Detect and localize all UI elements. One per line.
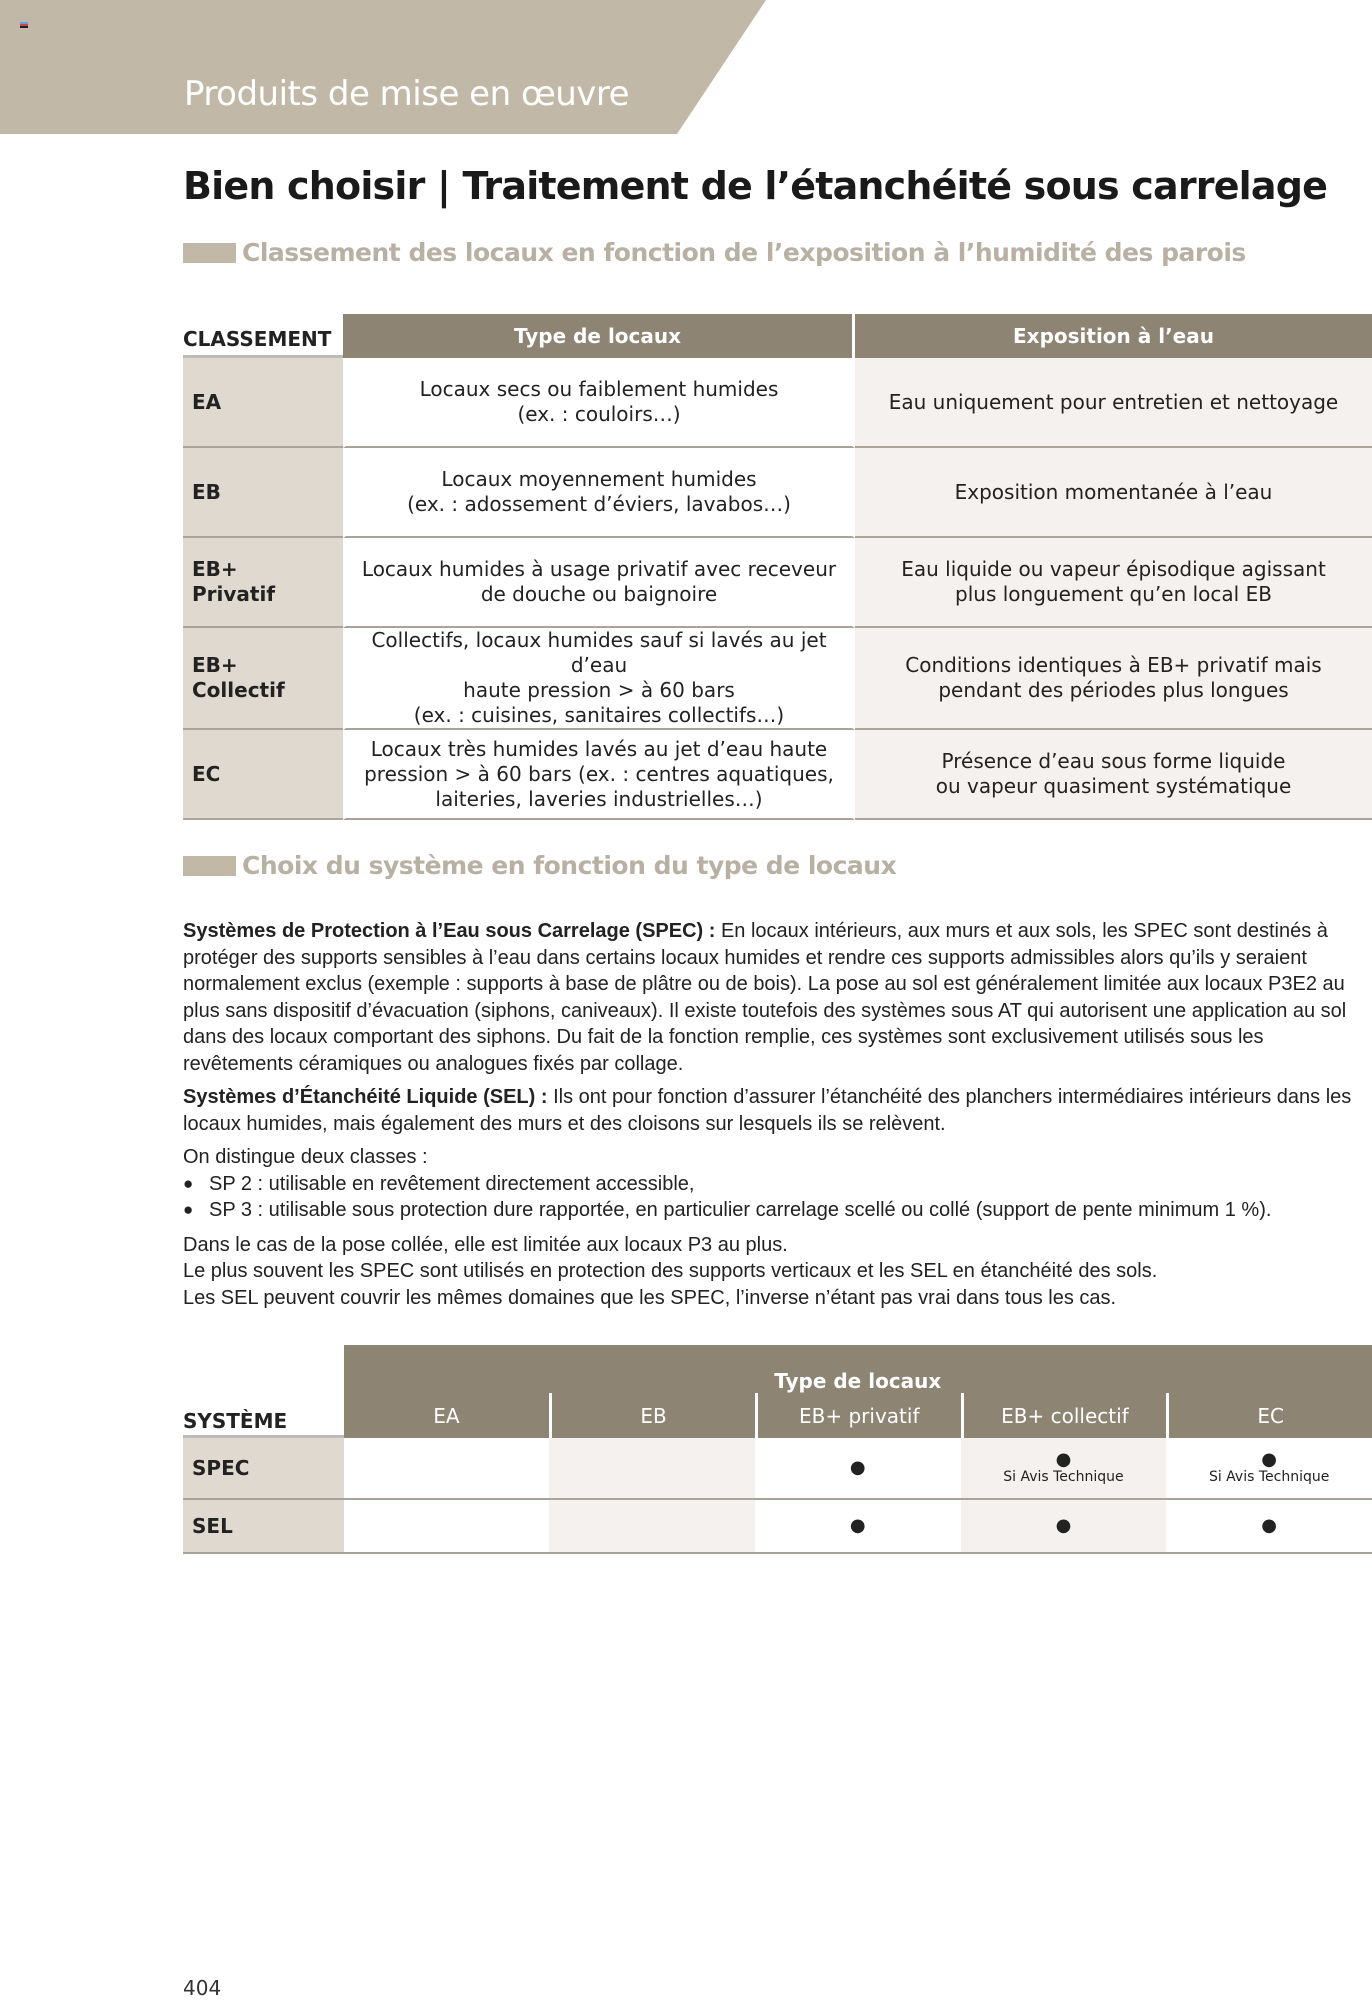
cell-line: plus longuement qu’en local EB	[955, 582, 1272, 606]
classement-cell	[183, 628, 343, 730]
cell-line: EB+	[192, 557, 238, 581]
table-row	[183, 1500, 1372, 1554]
cell-note: Si Avis Technique	[1208, 1469, 1330, 1485]
cell-line: EA	[192, 389, 222, 414]
system-name: SEL	[183, 1500, 344, 1554]
system-cell	[1166, 1438, 1372, 1500]
term-sel: Systèmes d’Étanchéité Liquide (SEL) :	[183, 1086, 548, 1108]
classement-cell	[183, 538, 343, 628]
note-line: Dans le cas de la pose collée, elle est limitée aux locaux P3 au plus.	[183, 1233, 788, 1256]
paragraph-spec	[183, 918, 1353, 1077]
system-table	[183, 1345, 1372, 1554]
cell-line: Locaux très humides lavés au jet d’eau haute	[370, 736, 828, 761]
heading-marker	[183, 243, 236, 263]
bullet-dot-icon: ●	[849, 1515, 866, 1536]
system-cell	[549, 1438, 755, 1500]
exposition-cell	[855, 538, 1372, 628]
cell-line: Eau uniquement pour entretien et nettoyage	[888, 389, 1339, 414]
cell-line: laiteries, laveries industrielles…)	[435, 786, 763, 811]
bullet-dot-icon: ●	[1055, 1449, 1072, 1470]
system-cell	[344, 1438, 550, 1500]
system-cell	[549, 1500, 755, 1554]
system-cell	[961, 1500, 1167, 1554]
system-cell	[1166, 1500, 1372, 1554]
cell-line: Collectif	[192, 678, 285, 702]
heading-marker	[183, 856, 236, 876]
cell-line: Privatif	[192, 582, 276, 606]
table-row	[183, 538, 1372, 628]
classification-table	[183, 314, 1372, 820]
cell-line: pression > à 60 bars (ex. : centres aquatiques,	[364, 761, 834, 786]
cell-line: Locaux secs ou faiblement humides	[419, 377, 779, 401]
classement-cell	[183, 358, 343, 448]
table-row	[183, 628, 1372, 730]
table-row	[183, 1438, 1372, 1500]
table-row	[183, 448, 1372, 538]
section-header: Produits de mise en œuvre	[184, 74, 630, 114]
type-cell	[343, 448, 855, 538]
group-header: Type de locaux	[344, 1345, 1372, 1393]
col-header: EB+ collectif	[961, 1393, 1167, 1438]
col-header: EB	[549, 1393, 755, 1438]
col-header-exposition: Exposition à l’eau	[855, 314, 1372, 358]
color-mark-icon	[20, 22, 28, 28]
page-title: Bien choisir | Traitement de l’étanchéité sous carrelage	[183, 164, 1328, 208]
cell-line: EB+	[192, 653, 238, 677]
page-number: 404	[183, 1976, 222, 2000]
text: En locaux intérieurs, aux murs et aux sols, les SPEC sont destinés à protéger des supports sensibles à l’eau dans certains locaux humides et rendre ces supports admissibles alors qu’ils y seraient normalement exclus (exemple : supports à base de plâtre ou de bois). La pose au sol est généralement limitée aux locaux P3E2 au plus sans dispositif d’évacuation (siphons, caniveaux). Il existe toutefois des systèmes sous AT qui autorisent une application au sol dans des locaux comportant des siphons. Du fait de la fonction remplie, ces systèmes sont exclusivement utilisés sous les revêtements céramiques ou analogues fixés par collage.	[183, 920, 1347, 1075]
cell-line: Eau liquide ou vapeur épisodique agissant	[901, 557, 1326, 581]
table-row	[183, 730, 1372, 820]
type-cell	[343, 538, 855, 628]
system-cell	[755, 1438, 961, 1500]
cell-line: EC	[192, 761, 221, 786]
note-line: Le plus souvent les SPEC sont utilisés en protection des supports verticaux et les SEL en étanchéité des sols.	[183, 1260, 1158, 1282]
cell-line: Présence d’eau sous forme liquide	[941, 749, 1286, 773]
section-heading-text: Choix du système en fonction du type de locaux	[242, 851, 897, 880]
col-header: EB+ privatif	[755, 1393, 961, 1438]
cell-line: haute pression > à 60 bars	[463, 678, 735, 702]
col-header-systeme: SYSTÈME	[183, 1345, 344, 1438]
cell-line: Exposition momentanée à l’eau	[954, 479, 1273, 504]
exposition-cell	[855, 730, 1372, 820]
cell-line: Conditions identiques à EB+ privatif mais	[905, 653, 1322, 677]
table-row	[183, 358, 1372, 448]
paragraph-sel	[183, 1084, 1353, 1137]
system-cell	[344, 1500, 550, 1554]
cell-line: Collectifs, locaux humides sauf si lavés au jet d’eau	[371, 628, 827, 677]
type-cell	[343, 358, 855, 448]
section-heading-1	[183, 238, 1246, 267]
cell-line: (ex. : cuisines, sanitaires collectifs…)	[413, 703, 785, 727]
type-cell	[343, 730, 855, 820]
classement-cell	[183, 448, 343, 538]
exposition-cell	[855, 628, 1372, 730]
col-header: EA	[344, 1393, 550, 1438]
bullet-dot-icon: ●	[1261, 1449, 1277, 1470]
section-heading-2	[183, 851, 896, 880]
classes-intro: On distingue deux classes :	[183, 1146, 428, 1168]
cell-line: Locaux humides à usage privatif avec receveur	[361, 557, 837, 581]
term-spec: Systèmes de Protection à l’Eau sous Carrelage (SPEC) :	[183, 920, 716, 942]
text: Ils ont pour fonction d’assurer l’étanchéité des planchers intermédiaires intérieurs dans les locaux humides, mais également des murs et des cloisons sur lesquels ils se relèvent.	[183, 1086, 1352, 1135]
classement-cell	[183, 730, 343, 820]
bullet-dot-icon: ●	[1261, 1515, 1277, 1536]
bullet-dot-icon: ●	[849, 1457, 866, 1478]
system-cell	[961, 1438, 1167, 1500]
cell-line: (ex. : couloirs…)	[517, 402, 681, 426]
cell-line: pendant des périodes plus longues	[938, 678, 1289, 702]
system-cell	[755, 1500, 961, 1554]
col-header: EC	[1166, 1393, 1372, 1438]
body-text	[183, 918, 1353, 1311]
cell-note: Si Avis Technique	[1003, 1469, 1124, 1485]
classes-list	[183, 1171, 1353, 1224]
section-heading-text: Classement des locaux en fonction de l’exposition à l’humidité des parois	[242, 238, 1246, 267]
type-cell	[343, 628, 855, 730]
cell-line: de douche ou baignoire	[480, 582, 718, 606]
list-item: ● SP 2 : utilisable en revêtement directement accessible,	[183, 1171, 1353, 1198]
bullet-dot-icon: ●	[1055, 1515, 1072, 1536]
cell-line: (ex. : adossement d’éviers, lavabos…)	[407, 492, 791, 516]
system-name: SPEC	[183, 1438, 344, 1500]
cell-line: Locaux moyennement humides	[441, 467, 757, 491]
exposition-cell	[855, 448, 1372, 538]
note-line: Les SEL peuvent couvrir les mêmes domaines que les SPEC, l’inverse n’étant pas vrai dans tous les cas.	[183, 1286, 1117, 1309]
exposition-cell	[855, 358, 1372, 448]
content-flow	[183, 918, 1372, 1554]
cell-line: EB	[192, 479, 221, 504]
list-item: ● SP 3 : utilisable sous protection dure rapportée, en particulier carrelage scellé ou collé (support de pente minimum 1 %).	[183, 1197, 1353, 1224]
cell-line: ou vapeur quasiment systématique	[935, 774, 1292, 798]
col-header-classement: CLASSEMENT	[183, 314, 343, 358]
col-header-type: Type de locaux	[343, 314, 855, 358]
